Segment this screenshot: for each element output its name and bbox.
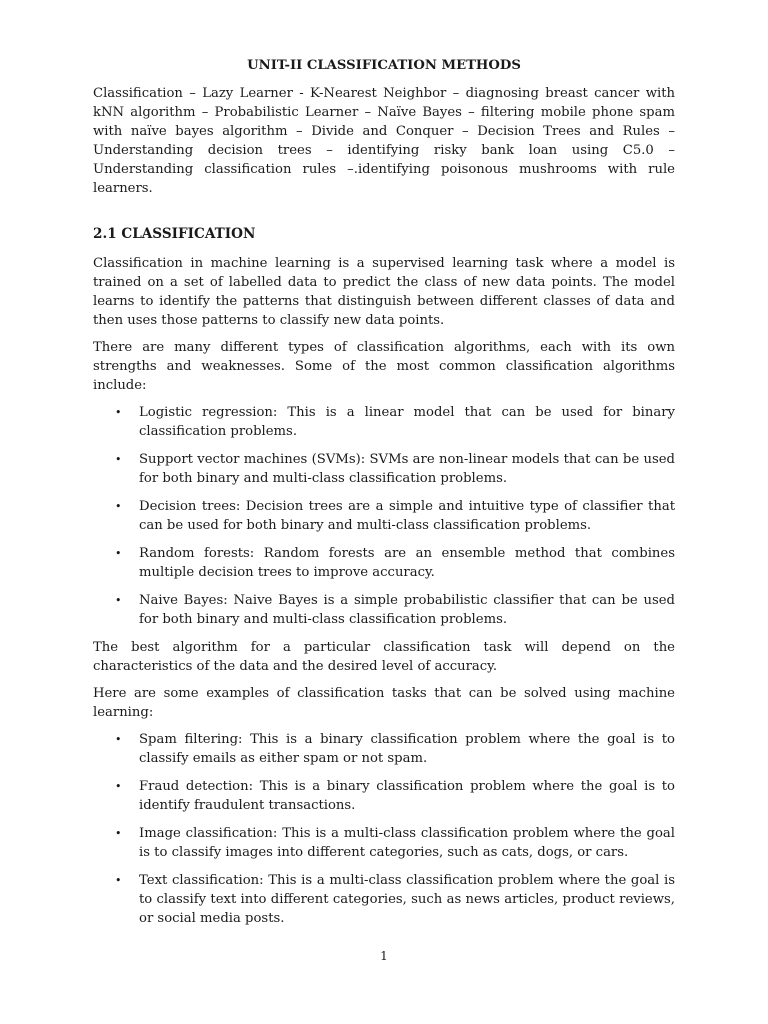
list-item-text: Decision trees: Decision trees are a simple and intuitive type of classifier that can be used for both binary and multi-class classification problems.	[139, 499, 675, 533]
bullet-icon: •	[115, 594, 122, 607]
unit-intro-paragraph: Classification – Lazy Learner - K-Nearest Neighbor – diagnosing breast cancer with kNN algorithm – Probabilistic Learner – Naïve Bayes – filtering mobile phone spam with naïve bayes algorithm – Divide and Conquer – Decision Trees and Rules – Understanding decision trees – identifying risky bank loan using C5.0 – Understanding classification rules –.identifying poisonous mushrooms with rule learners.	[93, 86, 675, 196]
list-item-spam-filtering	[93, 730, 675, 768]
section-heading: 2.1 CLASSIFICATION	[93, 226, 256, 242]
list-item-text: Naive Bayes: Naive Bayes is a simple probabilistic classifier that can be used for both binary and multi-class classification problems.	[139, 593, 675, 627]
bullet-icon: •	[115, 780, 122, 793]
best-algorithm-paragraph: The best algorithm for a particular classification task will depend on the characteristics of the data and the desired level of accuracy.	[93, 640, 675, 674]
bullet-icon: •	[115, 500, 122, 513]
bullet-icon: •	[115, 547, 122, 560]
examples-list	[93, 730, 675, 928]
algorithms-intro-paragraph: There are many different types of classification algorithms, each with its own strengths and weaknesses. Some of the most common classification algorithms include:	[93, 340, 675, 393]
list-item-text: Image classification: This is a multi-class classification problem where the goal is to classify images into different categories, such as cats, dogs, or cars.	[139, 826, 675, 860]
list-item-text: Support vector machines (SVMs): SVMs are non-linear models that can be used for both binary and multi-class classification problems.	[139, 452, 675, 486]
list-item-text: Fraud detection: This is a binary classification problem where the goal is to identify fraudulent transactions.	[139, 779, 675, 813]
list-item-image-classification	[93, 824, 675, 862]
list-item-text-classification	[93, 871, 675, 928]
list-item-text: Text classification: This is a multi-class classification problem where the goal is to classify text into different categories, such as news articles, product reviews, or social media posts.	[139, 873, 675, 926]
unit-title: UNIT-II CLASSIFICATION METHODS	[247, 58, 521, 73]
bullet-icon: •	[115, 406, 122, 419]
list-item-text: Spam filtering: This is a binary classification problem where the goal is to classify emails as either spam or not spam.	[139, 732, 675, 766]
bullet-icon: •	[115, 453, 122, 466]
list-item-naive-bayes	[93, 591, 675, 629]
list-item-svm	[93, 450, 675, 488]
examples-intro-paragraph: Here are some examples of classification tasks that can be solved using machine learning:	[93, 686, 675, 720]
list-item-fraud-detection	[93, 777, 675, 815]
list-item-text: Logistic regression: This is a linear model that can be used for binary classification problems.	[139, 405, 675, 439]
document-page	[93, 56, 675, 937]
bullet-icon: •	[115, 827, 122, 840]
list-item-logistic-regression	[93, 403, 675, 441]
classification-definition-paragraph: Classification in machine learning is a supervised learning task where a model is trained on a set of labelled data to predict the class of new data points. The model learns to identify the patterns that distinguish between different classes of data and then uses those patterns to classify new data points.	[93, 256, 675, 328]
list-item-decision-trees	[93, 497, 675, 535]
algorithms-list	[93, 403, 675, 629]
list-item-random-forests	[93, 544, 675, 582]
bullet-icon: •	[115, 733, 122, 746]
list-item-text: Random forests: Random forests are an ensemble method that combines multiple decision trees to improve accuracy.	[139, 546, 675, 580]
page-number: 1	[380, 949, 388, 963]
bullet-icon: •	[115, 874, 122, 887]
